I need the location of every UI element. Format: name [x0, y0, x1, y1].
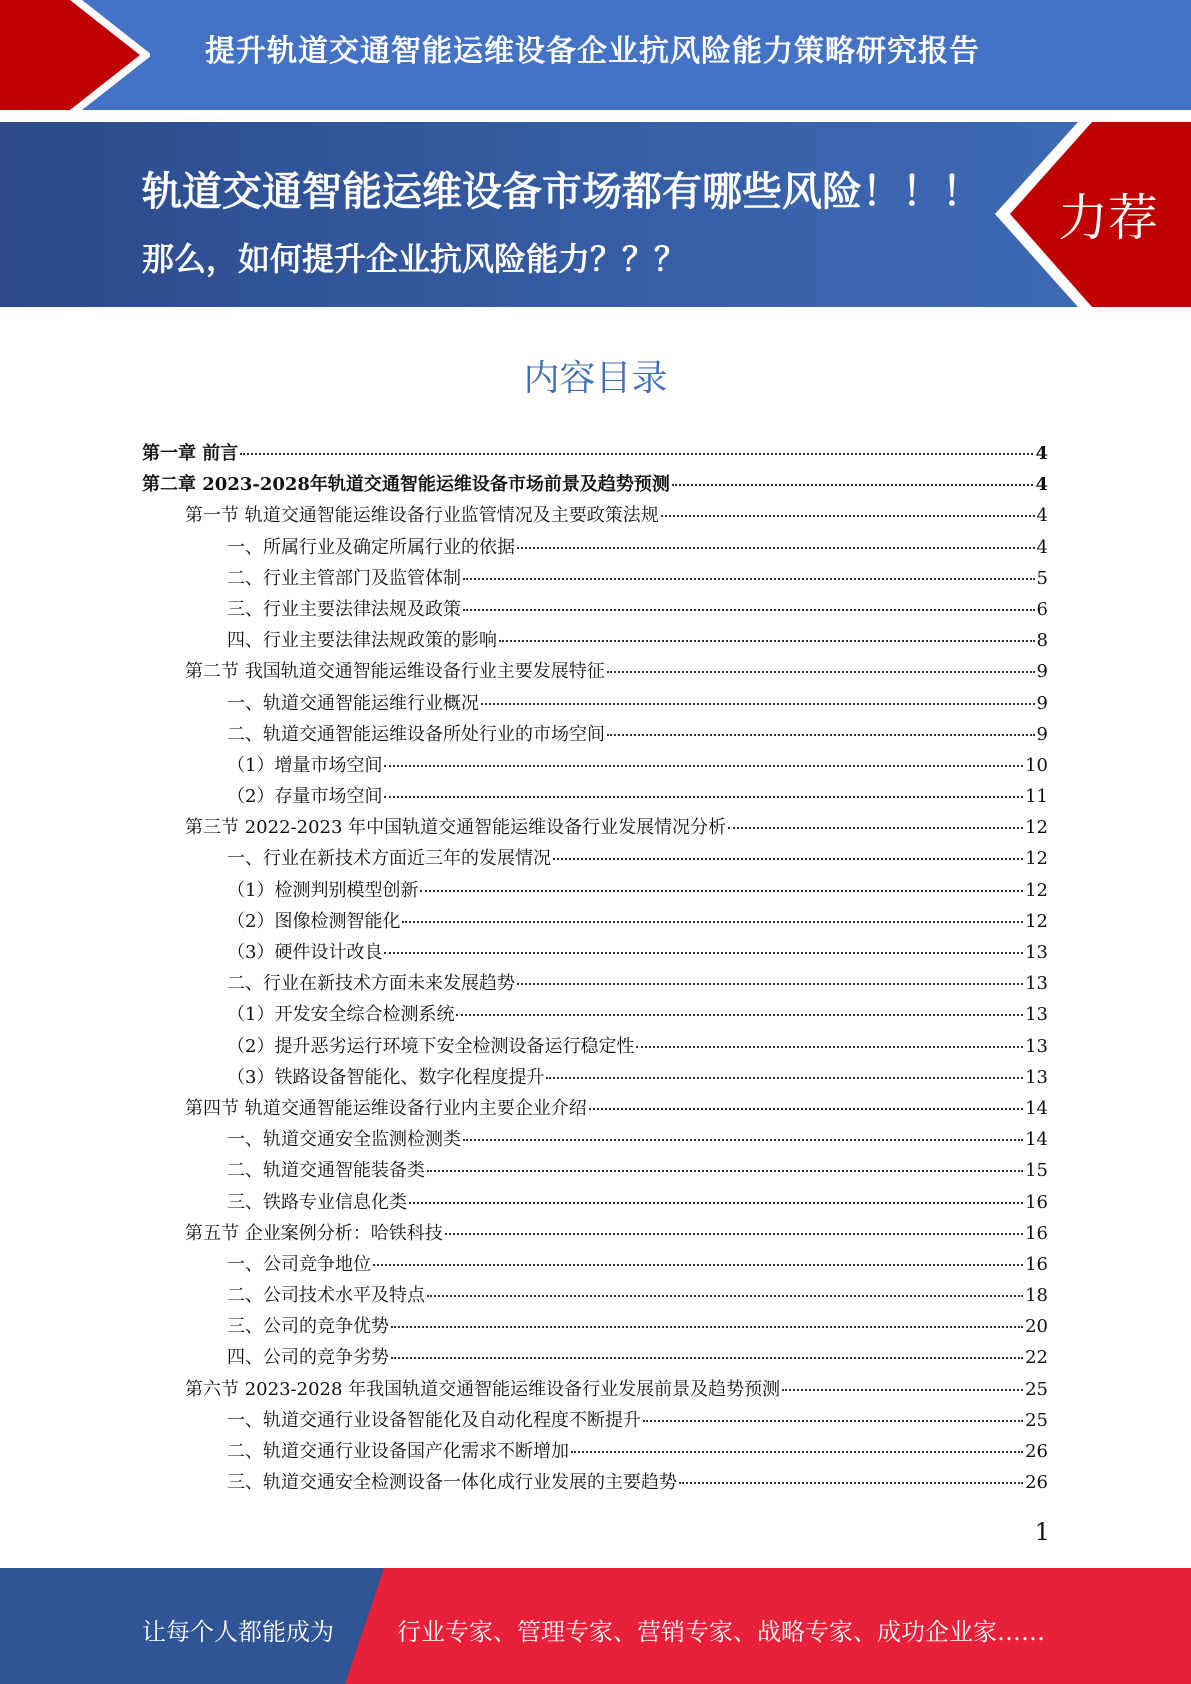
toc-entry-page: 16 [1025, 1222, 1048, 1244]
toc-entry-page: 9 [1036, 723, 1048, 745]
toc-entry-label: 三、公司的竞争优势 [227, 1316, 389, 1338]
toc-entry-label: 第五节 企业案例分析：哈铁科技 [185, 1222, 443, 1244]
toc-entry-label: 二、行业主管部门及监管体制 [227, 567, 461, 589]
toc-entry-label: 二、轨道交通智能运维设备所处行业的市场空间 [227, 723, 605, 745]
toc-entry-page: 22 [1025, 1347, 1048, 1369]
toc-entry-page: 10 [1025, 754, 1048, 776]
toc-entry-page: 4 [1036, 536, 1048, 558]
toc-entry[interactable] [142, 1436, 1048, 1467]
toc-entry-label: （3）铁路设备智能化、数字化程度提升 [227, 1066, 545, 1088]
toc-leader-dots [661, 515, 1035, 517]
toc-entry[interactable] [142, 563, 1048, 594]
toc-entry-page: 12 [1025, 910, 1048, 932]
toc-entry-label: 一、所属行业及确定所属行业的依据 [227, 536, 515, 558]
toc-leader-dots [391, 1326, 1023, 1328]
toc-entry-page: 26 [1025, 1441, 1048, 1462]
toc-entry[interactable] [142, 1374, 1048, 1405]
toc-entry[interactable] [142, 469, 1048, 500]
toc-leader-dots [553, 858, 1023, 860]
toc-entry[interactable] [142, 594, 1048, 625]
toc-entry-page: 16 [1025, 1253, 1048, 1275]
toc-leader-dots [427, 1170, 1023, 1172]
toc-leader-dots [481, 703, 1035, 705]
toc-leader-dots [463, 1139, 1023, 1141]
top-red-chevron-decoration [0, 0, 150, 110]
toc-entry[interactable] [142, 1342, 1048, 1373]
toc-entry-page: 9 [1036, 661, 1048, 683]
toc-entry-label: 一、公司竞争地位 [227, 1253, 371, 1275]
toc-entry-label: 二、轨道交通行业设备国产化需求不断增加 [227, 1441, 569, 1462]
toc-entry-page: 13 [1025, 1066, 1048, 1088]
toc-leader-dots [517, 547, 1035, 549]
toc-entry-label: （3）硬件设计改良 [227, 942, 383, 963]
page-number: 1 [1034, 1518, 1050, 1546]
toc-entry[interactable] [142, 875, 1048, 906]
toc-entry-label: 第一章 前言 [142, 443, 239, 464]
toc-leader-dots [402, 921, 1023, 923]
recommend-badge: 力荐 [1058, 189, 1158, 247]
toc-entry-page: 4 [1036, 505, 1048, 527]
toc-title: 内容目录 [523, 358, 668, 399]
toc-leader-dots [607, 671, 1035, 673]
toc-leader-dots [679, 1482, 1023, 1484]
toc-leader-dots [636, 1046, 1023, 1048]
toc-entry-label: 一、轨道交通智能运维行业概况 [227, 692, 479, 714]
toc-entry-label: （1）检测判别模型创新 [227, 879, 419, 901]
toc-leader-dots [589, 1108, 1023, 1110]
toc-entry-page: 6 [1036, 598, 1048, 620]
toc-leader-dots [409, 1202, 1023, 1204]
toc-entry-label: 三、行业主要法律法规及政策 [227, 598, 461, 620]
toc-entry[interactable] [142, 438, 1048, 469]
toc-entry-label: 第四节 轨道交通智能运维设备行业内主要企业介绍 [185, 1097, 587, 1119]
table-of-contents [142, 438, 1048, 1498]
footer-slogan-left: 让每个人都能成为 [142, 1618, 334, 1646]
toc-entry-label: 二、公司技术水平及特点 [227, 1285, 425, 1307]
toc-leader-dots [463, 609, 1035, 611]
toc-entry-label: 三、铁路专业信息化类 [227, 1191, 407, 1213]
hero-subheadline: 那么，如何提升企业抗风险能力？？？ [142, 240, 687, 278]
toc-leader-dots [517, 983, 1023, 985]
toc-leader-dots [427, 1295, 1023, 1297]
toc-entry-label: 二、轨道交通智能装备类 [227, 1160, 425, 1182]
toc-entry[interactable] [142, 1062, 1048, 1093]
toc-entry-label: 四、公司的竞争劣势 [227, 1347, 389, 1369]
toc-entry-page: 14 [1025, 1097, 1048, 1119]
toc-leader-dots [672, 484, 1034, 486]
toc-entry[interactable] [142, 1405, 1048, 1436]
toc-leader-dots [463, 578, 1035, 580]
toc-entry[interactable] [142, 1311, 1048, 1342]
toc-entry-page: 12 [1025, 848, 1048, 870]
toc-entry-label: 第一节 轨道交通智能运维设备行业监管情况及主要政策法规 [185, 505, 659, 527]
toc-entry[interactable] [142, 1249, 1048, 1280]
toc-entry-label: 第二章 2023-2028年轨道交通智能运维设备市场前景及趋势预测 [142, 474, 670, 496]
toc-entry-page: 14 [1025, 1129, 1048, 1151]
toc-entry[interactable] [142, 625, 1048, 656]
toc-entry-page: 20 [1025, 1316, 1048, 1338]
toc-entry-page: 4 [1035, 474, 1048, 496]
toc-entry-label: 四、行业主要法律法规政策的影响 [227, 630, 497, 652]
toc-entry[interactable] [142, 812, 1048, 843]
toc-entry-page: 9 [1036, 692, 1048, 714]
toc-entry-page: 18 [1025, 1285, 1048, 1307]
toc-entry-label: （1）增量市场空间 [227, 754, 383, 776]
toc-entry-label: （2）存量市场空间 [227, 786, 383, 808]
toc-leader-dots [445, 1233, 1023, 1235]
toc-leader-dots [384, 765, 1023, 767]
toc-entry[interactable] [142, 1280, 1048, 1311]
report-title: 提升轨道交通智能运维设备企业抗风险能力策略研究报告 [205, 34, 980, 69]
toc-entry[interactable] [142, 1093, 1048, 1124]
footer-slogan-right: 行业专家、管理专家、营销专家、战略专家、成功企业家…… [397, 1618, 1045, 1646]
toc-entry[interactable] [142, 781, 1048, 812]
toc-entry-label: （2）提升恶劣运行环境下安全检测设备运行稳定性 [227, 1035, 635, 1057]
toc-entry[interactable] [142, 1467, 1048, 1498]
toc-entry[interactable] [142, 1187, 1048, 1218]
toc-entry-label: 第二节 我国轨道交通智能运维设备行业主要发展特征 [185, 661, 605, 683]
toc-entry[interactable] [142, 532, 1048, 563]
toc-entry[interactable] [142, 1155, 1048, 1186]
toc-entry[interactable] [142, 500, 1048, 531]
toc-entry-label: 二、行业在新技术方面未来发展趋势 [227, 973, 515, 995]
toc-entry-label: （2）图像检测智能化 [227, 910, 401, 932]
toc-entry-page: 12 [1025, 817, 1048, 839]
toc-leader-dots [391, 1357, 1023, 1359]
toc-leader-dots [782, 1389, 1023, 1391]
toc-entry-page: 15 [1025, 1160, 1048, 1182]
toc-entry-label: 第六节 2023-2028 年我国轨道交通智能运维设备行业发展前景及趋势预测 [185, 1378, 781, 1400]
toc-entry[interactable] [142, 999, 1048, 1030]
toc-entry-label: 三、轨道交通安全检测设备一体化成行业发展的主要趋势 [227, 1472, 677, 1494]
toc-entry[interactable] [142, 656, 1048, 687]
toc-leader-dots [643, 1420, 1023, 1422]
toc-leader-dots [728, 827, 1023, 829]
toc-entry-label: （1）开发安全综合检测系统 [227, 1004, 455, 1026]
toc-leader-dots [384, 796, 1023, 798]
toc-entry-page: 4 [1035, 443, 1048, 464]
toc-entry-page: 13 [1025, 942, 1048, 963]
toc-entry-label: 一、行业在新技术方面近三年的发展情况 [227, 848, 551, 870]
toc-leader-dots [546, 1077, 1023, 1079]
toc-entry-page: 25 [1025, 1378, 1048, 1400]
toc-entry[interactable] [142, 1218, 1048, 1249]
toc-entry[interactable] [142, 906, 1048, 937]
toc-entry-label: 第三节 2022-2023 年中国轨道交通智能运维设备行业发展情况分析 [185, 817, 727, 839]
toc-entry-page: 26 [1025, 1472, 1048, 1494]
toc-entry[interactable] [142, 937, 1048, 968]
toc-entry[interactable] [142, 688, 1048, 719]
toc-entry[interactable] [142, 719, 1048, 750]
toc-entry[interactable] [142, 843, 1048, 874]
toc-leader-dots [373, 1264, 1023, 1266]
toc-entry-page: 12 [1025, 879, 1048, 901]
toc-leader-dots [420, 890, 1023, 892]
toc-entry[interactable] [142, 1031, 1048, 1062]
toc-leader-dots [240, 453, 1033, 455]
toc-entry[interactable] [142, 1124, 1048, 1155]
toc-entry-page: 13 [1025, 1035, 1048, 1057]
toc-entry-page: 16 [1025, 1191, 1048, 1213]
toc-entry-page: 13 [1025, 973, 1048, 995]
toc-entry[interactable] [142, 750, 1048, 781]
toc-leader-dots [384, 952, 1023, 954]
toc-leader-dots [499, 640, 1035, 642]
toc-entry-label: 一、轨道交通安全监测检测类 [227, 1129, 461, 1151]
toc-leader-dots [456, 1014, 1023, 1016]
toc-leader-dots [607, 734, 1035, 736]
hero-headline: 轨道交通智能运维设备市场都有哪些风险！！！ [142, 169, 982, 215]
toc-entry-page: 8 [1036, 630, 1048, 652]
toc-entry[interactable] [142, 968, 1048, 999]
toc-entry-page: 11 [1025, 786, 1048, 808]
toc-entry-page: 13 [1025, 1004, 1048, 1026]
toc-entry-page: 5 [1036, 567, 1048, 589]
toc-leader-dots [571, 1451, 1023, 1453]
toc-entry-label: 一、轨道交通行业设备智能化及自动化程度不断提升 [227, 1409, 641, 1431]
toc-entry-page: 25 [1025, 1409, 1048, 1431]
